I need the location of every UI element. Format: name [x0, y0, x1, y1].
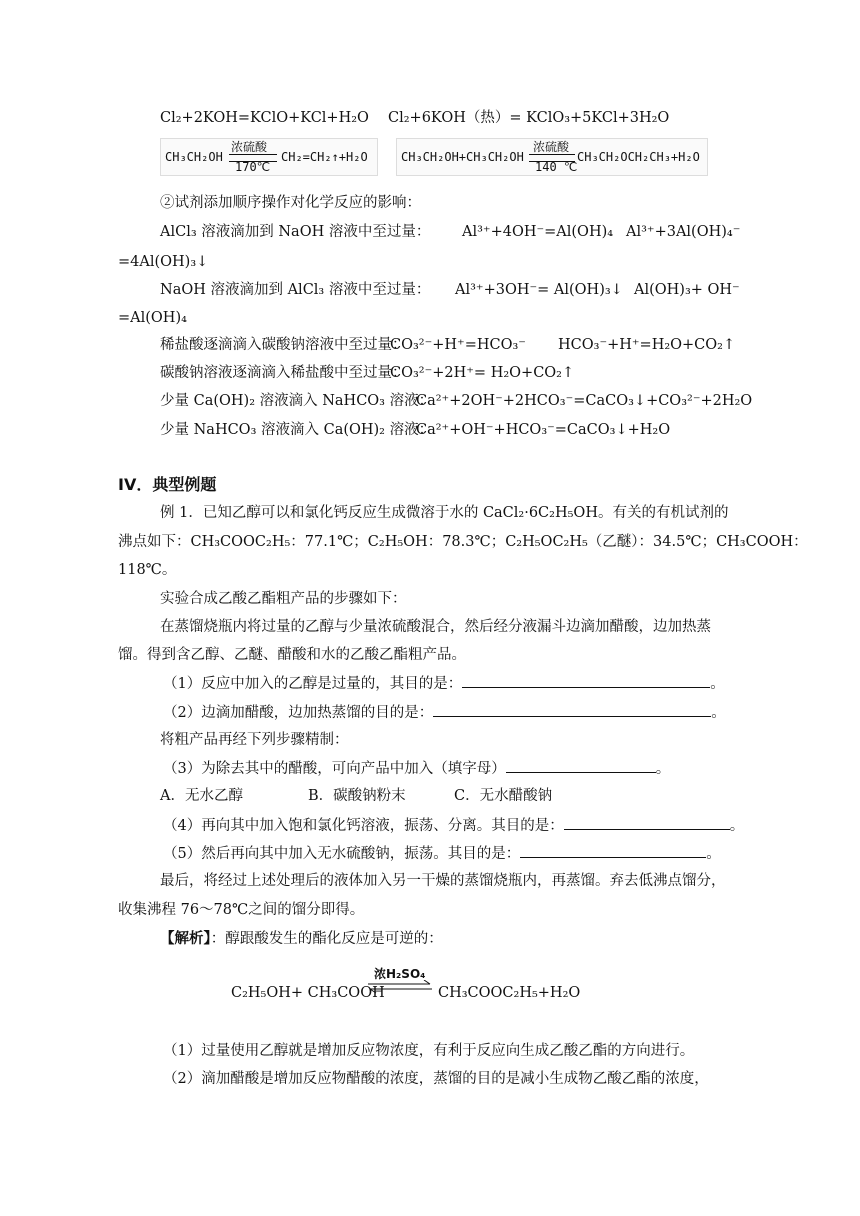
analysis-intro: [160, 929, 443, 949]
na2co3-into-hcl-label: 碳酸钠溶液逐滴滴入稀盐酸中至过量：: [160, 365, 407, 381]
question-3-period: 。: [655, 761, 671, 777]
naoh-into-alcl3-eq2-cont: =Al(OH)₄: [118, 310, 187, 326]
esterification-rhs: CH₃COOC₂H₅+H₂O: [438, 985, 581, 1001]
formula1-condition-above: 浓硫酸: [231, 140, 268, 154]
question-1: [163, 673, 725, 694]
alcl3-into-naoh-eq2: Al³⁺+3Al(OH)₄⁻: [626, 224, 741, 240]
answer-blank-5[interactable]: [520, 843, 706, 858]
naoh-into-alcl3-label: NaOH 溶液滴加到 AlCl₃ 溶液中至过量：: [160, 282, 431, 298]
esterification-condition: 浓H₂SO₄: [374, 967, 426, 981]
question-2-text: （2）边滴加醋酸，边加热蒸馏的目的是：: [163, 705, 434, 721]
caoh2-into-nahco3-label: 少量 Ca(OH)₂ 溶液滴入 NaHCO₃ 溶液：: [160, 393, 434, 409]
eq-cl2-koh-cold: Cl₂+2KOH=KClO+KCl+H₂O: [160, 110, 369, 126]
question-5-text: （5）然后再向其中加入无水硫酸钠，振荡。其目的是：: [163, 846, 521, 862]
alcl3-into-naoh-label: AlCl₃ 溶液滴加到 NaOH 溶液中至过量：: [160, 224, 431, 240]
alcl3-into-naoh-eq1: Al³⁺+4OH⁻=Al(OH)₄: [462, 224, 614, 240]
question-4-text: （4）再向其中加入饱和氯化钙溶液，振荡、分离。其目的是：: [163, 818, 564, 834]
example1-procedure-line1: 在蒸馏烧瓶内将过量的乙醇与少量浓硫酸混合，然后经分液漏斗边滴加醋酸，边加热蒸: [160, 619, 711, 635]
eq-cl2-koh-hot: Cl₂+6KOH（热）= KClO₃+5KCl+3H₂O: [388, 110, 670, 126]
question-4-period: 。: [729, 818, 745, 834]
example1-line3: 118℃。: [118, 562, 177, 578]
example1-procedure-line2: 馏。得到含乙醇、乙醚、醋酸和水的乙酸乙酯粗产品。: [118, 647, 466, 663]
alcl3-into-naoh-eq2-cont: =4Al(OH)₃↓: [118, 254, 209, 270]
naoh-into-alcl3-eq2: Al(OH)₃+ OH⁻: [634, 282, 740, 298]
question-2-period: 。: [711, 705, 726, 721]
analysis-text: ：醇跟酸发生的酯化反应是可逆的：: [210, 931, 443, 947]
na2co3-into-hcl-eq1: CO₃²⁻+2H⁺= H₂O+CO₂↑: [390, 365, 575, 381]
question-3: [163, 758, 670, 779]
question-4: [163, 815, 744, 836]
answer-blank-3[interactable]: [506, 758, 656, 773]
question-5: [163, 843, 721, 864]
answer-blank-2[interactable]: [433, 702, 711, 717]
naoh-into-alcl3-eq1: Al³⁺+3OH⁻= Al(OH)₃↓: [455, 282, 623, 298]
analysis-label: 【解析】: [160, 930, 211, 947]
formula-image-ether-formation: [396, 138, 708, 176]
formula2-lhs: CH₃CH₂OH+CH₃CH₂OH: [401, 150, 524, 164]
hcl-into-na2co3-eq2: HCO₃⁻+H⁺=H₂O+CO₂↑: [558, 337, 736, 353]
caoh2-into-nahco3-eq1: Ca²⁺+2OH⁻+2HCO₃⁻=CaCO₃↓+CO₃²⁻+2H₂O: [416, 393, 753, 409]
formula-image-ethanol-dehydration: [160, 138, 378, 176]
formula2-rhs: CH₃CH₂OCH₂CH₃+H₂O: [577, 150, 700, 164]
question-1-text: （1）反应中加入的乙醇是过量的，其目的是：: [163, 676, 463, 692]
example1-steps-intro: 实验合成乙酸乙酯粗产品的步骤如下：: [160, 591, 407, 607]
example1-line2: 沸点如下：CH₃COOC₂H₅：77.1℃；C₂H₅OH：78.3℃；C₂H₅OC₂H₅（乙醚）：34.5℃；CH₃COOH：: [118, 534, 808, 550]
option-a: A．无水乙醇: [160, 788, 243, 804]
answer-blank-1[interactable]: [462, 673, 710, 688]
nahco3-into-caoh2-eq1: Ca²⁺+OH⁻+HCO₃⁻=CaCO₃↓+H₂O: [416, 422, 671, 438]
option-b: B．碳酸钠粉末: [308, 788, 406, 804]
hcl-into-na2co3-label: 稀盐酸逐滴滴入碳酸钠溶液中至过量：: [160, 337, 407, 353]
question-2: [163, 702, 726, 723]
question-3-text: （3）为除去其中的醋酸，可向产品中加入（填字母）: [163, 761, 506, 777]
para-reagent-order: ②试剂添加顺序操作对化学反应的影响：: [160, 195, 421, 211]
option-c: C．无水醋酸钠: [454, 788, 553, 804]
final-line1: 最后，将经过上述处理后的液体加入另一干燥的蒸馏烧瓶内，再蒸馏。弃去低沸点馏分，: [160, 873, 726, 889]
question-1-period: 。: [710, 676, 725, 692]
hcl-into-na2co3-eq1: CO₃²⁻+H⁺=HCO₃⁻: [390, 337, 526, 353]
formula1-condition-below: 170℃: [235, 160, 271, 174]
refine-intro: 将粗产品再经下列步骤精制：: [160, 732, 349, 748]
formula1-rhs: CH₂=CH₂↑+H₂O: [281, 150, 368, 164]
answer-blank-4[interactable]: [564, 815, 730, 830]
final-line2: 收集沸程 76～78℃之间的馏分即得。: [118, 902, 365, 918]
formula1-lhs: CH₃CH₂OH: [165, 150, 223, 164]
reversible-arrow-icon: [366, 980, 434, 994]
formula2-condition-below: 140 ℃: [535, 160, 578, 174]
esterification-lhs: C₂H₅OH+ CH₃COOH: [231, 985, 385, 1001]
analysis-answer-2: （2）滴加醋酸是增加反应物醋酸的浓度，蒸馏的目的是减小生成物乙酸乙酯的浓度，: [163, 1071, 709, 1087]
example1-line1: 例 1．已知乙醇可以和氯化钙反应生成微溶于水的 CaCl₂·6C₂H₅OH。有关的有机试剂的: [160, 505, 729, 521]
analysis-answer-1: （1）过量使用乙醇就是增加反应物浓度，有利于反应向生成乙酸乙酯的方向进行。: [163, 1043, 695, 1059]
section-heading: IV．典型例题: [118, 475, 217, 494]
question-5-period: 。: [706, 846, 721, 862]
formula2-condition-above: 浓硫酸: [533, 140, 570, 154]
nahco3-into-caoh2-label: 少量 NaHCO₃ 溶液滴入 Ca(OH)₂ 溶液：: [160, 422, 434, 438]
